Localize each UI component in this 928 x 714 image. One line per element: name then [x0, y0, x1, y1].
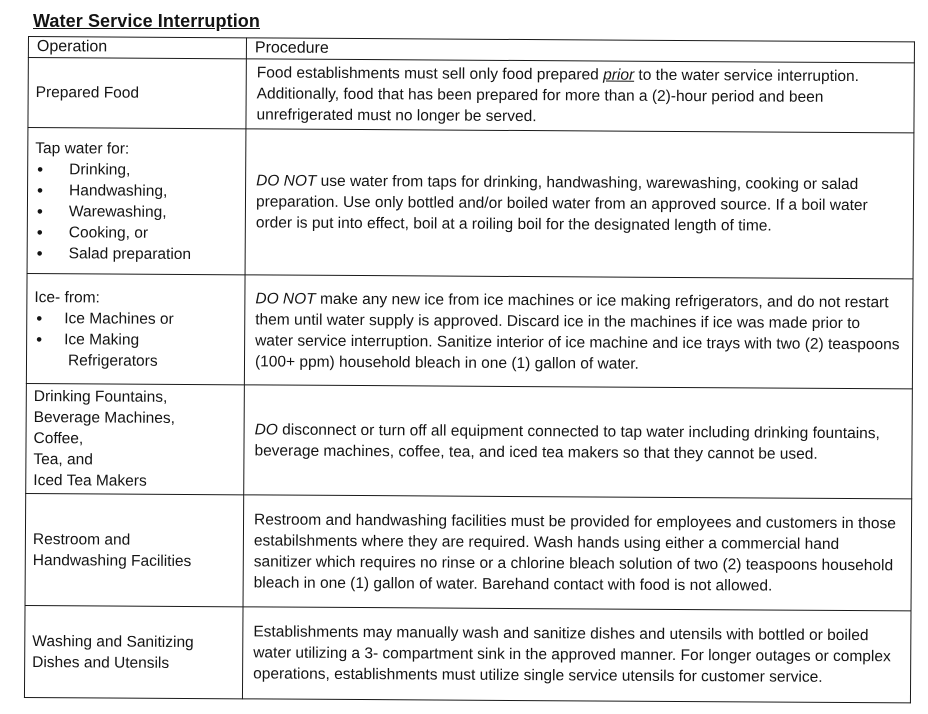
procedure-text: make any new ice from ice machines or ice making refrigerators, and do not restart them until water supply is approved. Discard ice in the machines if ice was made prior to water service interruption. Sanitize interior of ice machine and ice trays with two (2) teaspoons (100+ ppm) household bleach in one (1) gallon of water. [254, 290, 900, 373]
operation-cell [26, 383, 245, 494]
list-item: • Warewashing, [35, 201, 239, 223]
interruption-table [24, 36, 915, 703]
procedure-emphasis: DO NOT [256, 172, 317, 190]
operation-cell [27, 128, 246, 275]
list-item-continuation: Refrigerators [67, 351, 158, 370]
procedure-text: Establishments may manually wash and sanitize dishes and utensils with bottled or boiled water utilizing a 3- compartment sink in the approved manner. For longer outages or complex operations, establishments must utilize single service utensils for customer service. [253, 623, 891, 686]
operation-cell [26, 273, 245, 384]
procedure-cell [245, 129, 914, 279]
operation-cell [24, 605, 243, 698]
procedure-emphasis: prior [603, 66, 635, 84]
procedure-cell [244, 385, 913, 499]
operation-line: Washing and Sanitizing [32, 632, 194, 651]
procedure-cell [242, 607, 911, 703]
operation-line: Handwashing Facilities [32, 551, 192, 570]
procedure-text: use water from taps for drinking, handwashing, warewashing, cooking or salad preparation. Use only bottled and/or boiled water from an approved source. If a boil water order is put into effect, boil at a roiling boil for the designated length of time. [255, 172, 868, 235]
table-row [24, 605, 911, 702]
operation-header: Operation [28, 37, 246, 59]
operation-line: Restroom and [32, 530, 131, 549]
operation-label: Prepared Food [35, 84, 140, 102]
operation-line: Iced Tea Makers [33, 472, 147, 490]
table-row [27, 128, 914, 279]
table-row [26, 273, 913, 388]
bullet-list [34, 308, 238, 372]
operation-cell [28, 58, 246, 129]
operation-line: Tea, and [33, 451, 93, 469]
operation-line: Drinking Fountains, [33, 388, 168, 406]
table-row [26, 383, 913, 498]
procedure-cell [246, 59, 914, 133]
operation-cell [25, 493, 244, 606]
list-item-text: Ice Making [64, 330, 140, 349]
table-row [28, 58, 914, 133]
procedure-emphasis: DO [254, 420, 278, 439]
procedure-cell [243, 495, 912, 611]
list-item: • Ice Machines or [34, 308, 238, 330]
procedure-text: disconnect or turn off all equipment connected to tap water including drinking fountains, beverage machines, coffee, tea, and iced tea makers so that they cannot be used. [254, 421, 880, 463]
procedure-emphasis: DO NOT [255, 289, 316, 308]
list-item [34, 329, 238, 372]
procedure-header: Procedure [246, 38, 914, 63]
operation-line: Coffee, [33, 430, 84, 448]
procedure-text: to the water service interruption. Additionally, food that has been prepared for more than a (2)-hour period and been unrefrigerated must no longer be served. [256, 66, 860, 126]
operation-line: Dishes and Utensils [32, 653, 170, 672]
list-item: • Drinking, [35, 159, 239, 181]
list-item: • Handwashing, [35, 180, 239, 202]
list-item: • Salad preparation [35, 243, 239, 265]
bullet-list [35, 159, 240, 265]
document-title: Water Service Interruption [33, 11, 260, 31]
procedure-text: Restroom and handwashing facilities must be provided for employees and customers in those estabilshments where they are required. Wash hands using either a commercial hand sanitizer which requires no rinse or a chlorine bleach solution of two (2) teaspoons household bleach in one (1) gallon of water. Barehand contact with food is not allowed. [253, 510, 896, 595]
procedure-cell [244, 275, 913, 389]
operation-heading: Tap water for: [35, 139, 130, 158]
procedure-text: Food establishments must sell only food prepared [256, 64, 604, 84]
table-row [25, 493, 912, 610]
operation-heading: Ice- from: [34, 288, 100, 306]
list-item: • Cooking, or [35, 222, 239, 244]
operation-line: Beverage Machines, [33, 409, 176, 427]
